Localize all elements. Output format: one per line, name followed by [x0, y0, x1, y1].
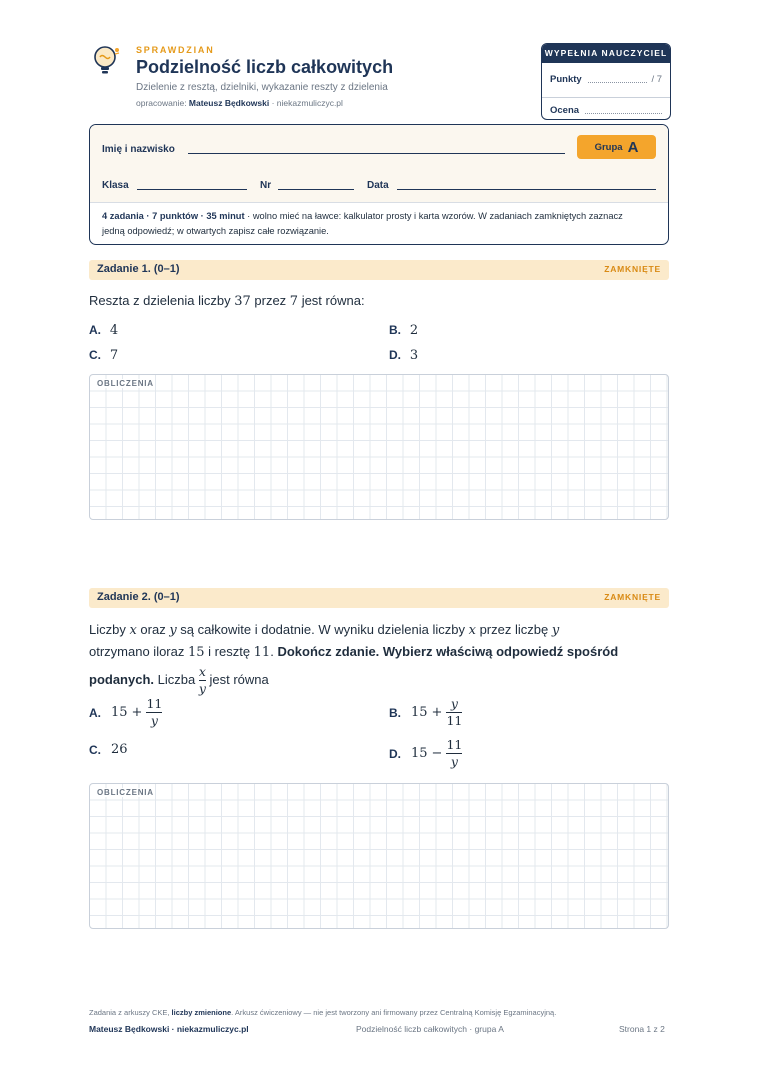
note-part: Zadania z arkuszy CKE,	[89, 1008, 172, 1017]
footer-page-number: Strona 1 z 2	[619, 1024, 665, 1034]
option-value: 3	[409, 348, 419, 363]
frac-den: y	[450, 754, 458, 769]
task2-type-tag: ZAMKNIĘTE	[604, 592, 661, 602]
q-part: oraz	[136, 622, 170, 637]
task2-header	[89, 588, 669, 608]
option-int: 15	[411, 746, 428, 761]
option-op: +	[431, 705, 443, 720]
option-value: 2	[409, 323, 419, 338]
task1-q-part: Reszta z dzielenia liczby	[89, 293, 235, 308]
name-label: Imię i nazwisko	[102, 144, 175, 155]
date-label: Data	[367, 180, 389, 191]
remainder: 11	[253, 645, 271, 660]
frac-den: y	[198, 681, 206, 696]
author-line	[136, 98, 343, 108]
student-fields-area	[90, 125, 668, 203]
option-label: D.	[389, 348, 401, 362]
q-part: przez liczbę	[475, 622, 552, 637]
q-part: Liczby	[89, 622, 130, 637]
class-label: Klasa	[102, 180, 129, 191]
document-subtitle: Dzielenie z resztą, dzielniki, wykazanie reszty z dzielenia	[136, 82, 388, 93]
exam-instructions	[102, 209, 628, 239]
calculation-label: OBLICZENIA	[97, 379, 154, 388]
instruction-bold: Dokończ zdanie. Wybierz właściwą odpowiedź spośród	[277, 644, 619, 659]
name-field[interactable]	[188, 153, 565, 154]
quotient: 15	[187, 645, 205, 660]
option-label: D.	[389, 746, 401, 761]
option-op: −	[431, 746, 443, 761]
group-badge	[577, 135, 656, 159]
task2-line-1	[89, 619, 669, 641]
task1-calculation-grid[interactable]	[89, 374, 669, 520]
task2-option-a[interactable]	[89, 697, 162, 728]
var-x: x	[129, 623, 137, 638]
frac-num: 11	[146, 696, 163, 711]
group-label: Grupa	[594, 141, 623, 153]
class-field[interactable]	[137, 189, 247, 190]
option-value: 26	[111, 742, 128, 757]
document-title: Podzielność liczb całkowitych	[136, 57, 394, 77]
task1-option-d[interactable]	[389, 346, 418, 364]
points-label: Punkty	[550, 74, 582, 85]
task1-header	[89, 260, 669, 280]
author-prefix: opracowanie:	[136, 98, 189, 108]
task2-option-d[interactable]	[389, 738, 462, 769]
frac-num: y	[450, 696, 458, 711]
teacher-box	[541, 43, 671, 120]
q-part: .	[270, 644, 278, 659]
task2-option-b[interactable]	[389, 697, 462, 728]
date-field[interactable]	[397, 189, 656, 190]
frac-den: y	[150, 713, 158, 728]
q-part: jest równa	[205, 671, 269, 687]
task2-line-2	[89, 641, 669, 663]
student-box	[89, 124, 669, 245]
points-max: / 7	[651, 74, 662, 85]
task1-type-tag: ZAMKNIĘTE	[604, 264, 661, 274]
var-x: x	[468, 623, 476, 638]
task2-title: Zadanie 2. (0–1)	[97, 591, 180, 603]
footer-document-title: Podzielność liczb całkowitych · grupa A	[356, 1024, 504, 1034]
q-part: Liczba	[154, 671, 199, 687]
option-int: 15	[411, 705, 428, 720]
var-y: y	[551, 623, 560, 638]
q-part: i resztę	[204, 644, 254, 659]
option-label: C.	[89, 348, 101, 362]
option-fraction	[446, 697, 462, 728]
option-fraction	[446, 738, 462, 769]
fraction-x-over-y	[199, 665, 206, 696]
task1-q-part: jest równa:	[298, 293, 365, 308]
nr-field[interactable]	[278, 189, 354, 190]
task1-dividend: 37	[234, 294, 251, 309]
instruction-bold: podanych.	[89, 671, 155, 687]
document-kicker: SPRAWDZIAN	[136, 45, 215, 55]
calculation-label: OBLICZENIA	[97, 788, 154, 797]
grade-row[interactable]	[542, 97, 670, 116]
grade-field[interactable]	[585, 113, 662, 114]
option-label: A.	[89, 323, 101, 337]
points-row[interactable]	[550, 74, 662, 85]
lightbulb-logo-icon	[91, 44, 123, 78]
author-name: Mateusz Będkowski	[188, 98, 270, 108]
option-label: A.	[89, 705, 101, 720]
q-part: otrzymano iloraz	[89, 644, 188, 659]
task1-question	[89, 290, 365, 312]
frac-num: 11	[446, 737, 463, 752]
task2-line-3	[89, 665, 669, 696]
frac-den: 11	[446, 713, 463, 728]
task1-q-part: przez	[250, 293, 290, 308]
note-part: . Arkusz ćwiczeniowy — nie jest tworzony ani firmowany przez Centralną Komisję Egzaminacyjną.	[231, 1008, 557, 1017]
note-bold: liczby zmienione	[171, 1008, 232, 1017]
task2-calculation-grid[interactable]	[89, 783, 669, 929]
option-value: 4	[109, 323, 119, 338]
frac-num: x	[198, 664, 206, 679]
exam-summary: 4 zadania · 7 punktów · 35 minut	[102, 211, 245, 221]
option-label: B.	[389, 705, 401, 720]
option-op: +	[131, 705, 143, 720]
grade-label: Ocena	[550, 105, 580, 116]
option-label: B.	[389, 323, 401, 337]
option-int: 15	[111, 705, 128, 720]
teacher-box-title: WYPEŁNIA NAUCZYCIEL	[542, 44, 670, 63]
task1-option-b[interactable]	[389, 321, 418, 339]
task2-question	[89, 619, 669, 696]
q-part: są całkowite i dodatnie. W wyniku dzielenia liczby	[176, 622, 469, 637]
option-label: C.	[89, 742, 101, 757]
option-fraction	[146, 697, 162, 728]
group-letter: A	[627, 138, 639, 156]
exam-rules: · wolno mieć na ławce: kalkulator prosty i karta wzorów. W zadaniach zamkniętych zaznacz jedną odpowiedź; w otwartych zapisz całe rozwiązanie.	[102, 211, 623, 236]
footer-note	[89, 1008, 556, 1017]
author-site: · niekazmuliczyc.pl	[269, 98, 343, 108]
task1-option-c[interactable]	[89, 346, 118, 364]
task1-divisor: 7	[289, 294, 299, 309]
points-field[interactable]	[588, 82, 648, 83]
task2-option-c[interactable]	[89, 742, 128, 757]
task1-option-a[interactable]	[89, 321, 118, 339]
task1-title: Zadanie 1. (0–1)	[97, 263, 180, 275]
option-value: 7	[109, 348, 119, 363]
footer-author: Mateusz Będkowski · niekazmuliczyc.pl	[89, 1024, 249, 1034]
nr-label: Nr	[260, 180, 272, 191]
var-y: y	[169, 623, 177, 638]
